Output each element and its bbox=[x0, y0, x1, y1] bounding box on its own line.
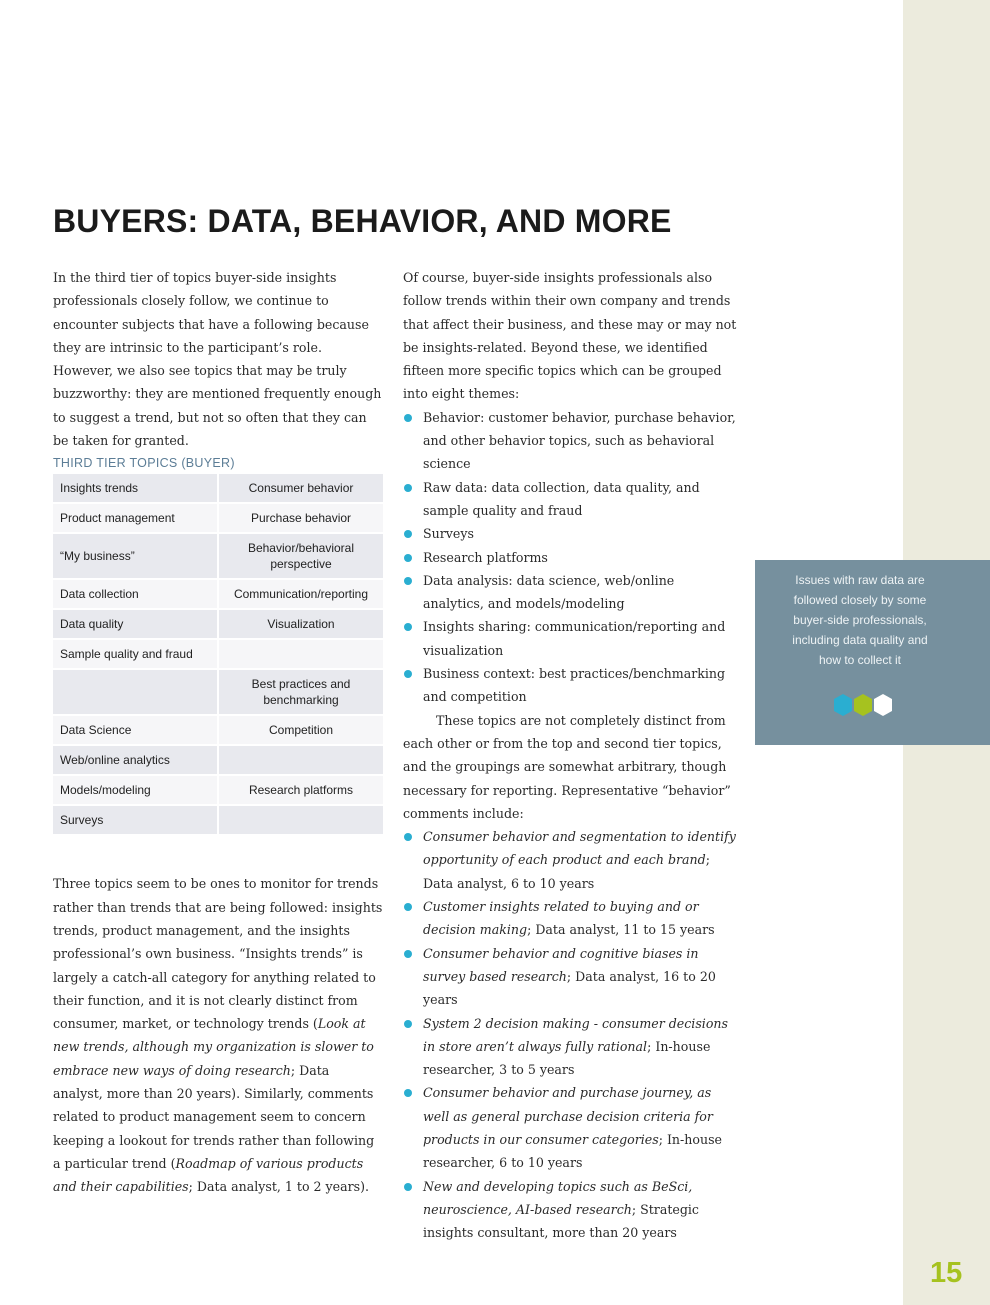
callout-box bbox=[755, 560, 990, 745]
themes-list bbox=[403, 406, 738, 709]
comment-source: ; Data analyst, 16 to 20 years bbox=[423, 968, 716, 1008]
comment-source: ; In-house researcher, 3 to 5 years bbox=[423, 1038, 711, 1078]
comment-quote: System 2 decision making - consumer decisions in store aren’t always fully rational bbox=[423, 1015, 728, 1054]
table-cell-left: Data Science bbox=[53, 716, 219, 744]
list-item bbox=[403, 662, 738, 709]
table-cell-left: Product management bbox=[53, 504, 219, 532]
list-item bbox=[403, 546, 738, 569]
comment-quote: Consumer behavior and purchase journey, as well as general purchase decision criteria for products in our consumer categories bbox=[423, 1085, 713, 1147]
list-item bbox=[403, 476, 738, 523]
table-row bbox=[53, 716, 383, 744]
list-item bbox=[403, 522, 738, 545]
theme-text: Data analysis: data science, web/online analytics, and models/modeling bbox=[423, 572, 675, 612]
table-cell-left: “My business” bbox=[53, 534, 219, 578]
bullet-dot-icon bbox=[404, 484, 412, 492]
left-column bbox=[53, 266, 383, 1199]
bullet-dot-icon bbox=[404, 833, 412, 841]
callout-text: Issues with raw data are followed closely by some buyer-side professionals, including data quality and how to collect it bbox=[792, 573, 928, 667]
theme-text: Behavior: customer behavior, purchase behavior, and other behavior topics, such as behavioral science bbox=[423, 409, 736, 472]
table-cell-left: Sample quality and fraud bbox=[53, 640, 219, 668]
list-item bbox=[403, 569, 738, 616]
hexagon-green bbox=[854, 694, 872, 716]
bullet-dot-icon bbox=[404, 414, 412, 422]
theme-text: Business context: best practices/benchmarking and competition bbox=[423, 666, 726, 705]
table-cell-right bbox=[219, 640, 383, 668]
outro-text-2: ; Data analyst, more than 20 years). Similarly, comments related to product management seem to concern keeping a lookout for trends rather than following a particular trend ( bbox=[53, 1062, 375, 1171]
right-middle-paragraph: These topics are not completely distinct from each other or from the top and second tier topics, and the groupings are somewhat arbitrary, though necessary for reporting. Representative “behavior” comments include: bbox=[403, 712, 731, 821]
table-row bbox=[53, 776, 383, 804]
comment-source: ; Data analyst, 6 to 10 years bbox=[423, 852, 710, 891]
table-cell-left: Surveys bbox=[53, 806, 219, 834]
table-row bbox=[53, 640, 383, 668]
outro-quote-2: Roadmap of various products and their capabilities bbox=[53, 1155, 364, 1195]
table-row bbox=[53, 670, 383, 714]
comment-source: ; Data analyst, 11 to 15 years bbox=[527, 922, 715, 938]
table-cell-right: Competition bbox=[219, 716, 383, 744]
outro-text-3: ; Data analyst, 1 to 2 years). bbox=[188, 1179, 370, 1195]
theme-text: Surveys bbox=[423, 526, 474, 542]
table-cell-left: Data quality bbox=[53, 610, 219, 638]
list-item bbox=[403, 1081, 738, 1174]
page-number: 15 bbox=[930, 1257, 963, 1289]
table-cell-right: Visualization bbox=[219, 610, 383, 638]
comment-quote: Consumer behavior and segmentation to identify opportunity of each product and each brand bbox=[423, 829, 736, 868]
bullet-dot-icon bbox=[404, 1020, 412, 1028]
right-column bbox=[403, 266, 738, 1244]
bullet-dot-icon bbox=[404, 530, 412, 538]
table-row bbox=[53, 610, 383, 638]
table-cell-right: Purchase behavior bbox=[219, 504, 383, 532]
hexagon-blue bbox=[834, 694, 852, 716]
comments-list bbox=[403, 825, 738, 1244]
list-item bbox=[403, 1012, 738, 1082]
table-cell-right: Research platforms bbox=[219, 776, 383, 804]
table-cell-right: Behavior/behavioral perspective bbox=[219, 534, 383, 578]
outro-quote-1: Look at new trends, although my organization is slower to embrace new ways of doing research bbox=[53, 1016, 374, 1078]
comment-source: ; In-house researcher, 6 to 10 years bbox=[423, 1131, 723, 1171]
table-cell-left: Models/modeling bbox=[53, 776, 219, 804]
left-outro-paragraph bbox=[53, 872, 383, 1198]
bullet-dot-icon bbox=[404, 1183, 412, 1191]
theme-text: Insights sharing: communication/reporting and visualization bbox=[423, 619, 726, 658]
table-cell-left bbox=[53, 670, 219, 714]
list-item bbox=[403, 1175, 738, 1245]
table-row bbox=[53, 504, 383, 532]
table-cell-right bbox=[219, 746, 383, 774]
table-cell-left: Data collection bbox=[53, 580, 219, 608]
comment-quote: Customer insights related to buying and or decision making bbox=[423, 899, 699, 938]
list-item bbox=[403, 942, 738, 1012]
table-cell-right bbox=[219, 806, 383, 834]
table-row bbox=[53, 806, 383, 834]
table-cell-right: Consumer behavior bbox=[219, 474, 383, 502]
comment-quote: New and developing topics such as BeSci, neuroscience, AI-based research bbox=[423, 1178, 693, 1217]
bullet-dot-icon bbox=[404, 950, 412, 958]
bullet-dot-icon bbox=[404, 903, 412, 911]
table-row bbox=[53, 580, 383, 608]
bullet-dot-icon bbox=[404, 554, 412, 562]
list-item bbox=[403, 615, 738, 662]
bullet-dot-icon bbox=[404, 1089, 412, 1097]
table-cell-right: Communication/reporting bbox=[219, 580, 383, 608]
outro-text-1: Three topics seem to be ones to monitor for trends rather than trends that are being followed: insights trends, product management, and the insights professional’s own business. “Insights trends” is largely a catch-all category for anything related to their function, and it is not clearly distinct from consumer, market, or technology trends ( bbox=[53, 876, 383, 1032]
theme-text: Raw data: data collection, data quality, and sample quality and fraud bbox=[423, 479, 700, 518]
comment-source: ; Strategic insights consultant, more than 20 years bbox=[423, 1201, 699, 1241]
theme-text: Research platforms bbox=[423, 549, 548, 565]
table-cell-right: Best practices and benchmarking bbox=[219, 670, 383, 714]
topics-table bbox=[53, 472, 383, 836]
table-row bbox=[53, 746, 383, 774]
list-item bbox=[403, 895, 738, 942]
page-title: BUYERS: DATA, BEHAVIOR, AND MORE bbox=[53, 203, 672, 239]
list-item bbox=[403, 825, 738, 895]
bullet-dot-icon bbox=[404, 670, 412, 678]
hexagon-white bbox=[874, 694, 892, 716]
bullet-dot-icon bbox=[404, 623, 412, 631]
bullet-dot-icon bbox=[404, 577, 412, 585]
comment-quote: Consumer behavior and cognitive biases in survey based research bbox=[423, 945, 699, 984]
table-row bbox=[53, 534, 383, 578]
table-cell-left: Web/online analytics bbox=[53, 746, 219, 774]
table-row bbox=[53, 474, 383, 502]
hexagon-cluster-icon bbox=[832, 692, 902, 720]
list-item bbox=[403, 406, 738, 476]
table-cell-left: Insights trends bbox=[53, 474, 219, 502]
left-intro-paragraph: In the third tier of topics buyer-side insights professionals closely follow, we continue to encounter subjects that have a following because they are intrinsic to the participant’s role. However, we also see topics that may be truly buzzworthy: they are mentioned frequently enough to suggest a trend, but not so often that they can be taken for granted. bbox=[53, 270, 382, 449]
right-intro-paragraph: Of course, buyer-side insights professionals also follow trends within their own company and trends that affect their business, and these may or may not be insights-related. Beyond these, we identified fifteen more specific topics which can be grouped into eight themes: bbox=[403, 270, 737, 402]
table-heading: THIRD TIER TOPICS (BUYER) bbox=[53, 456, 235, 471]
